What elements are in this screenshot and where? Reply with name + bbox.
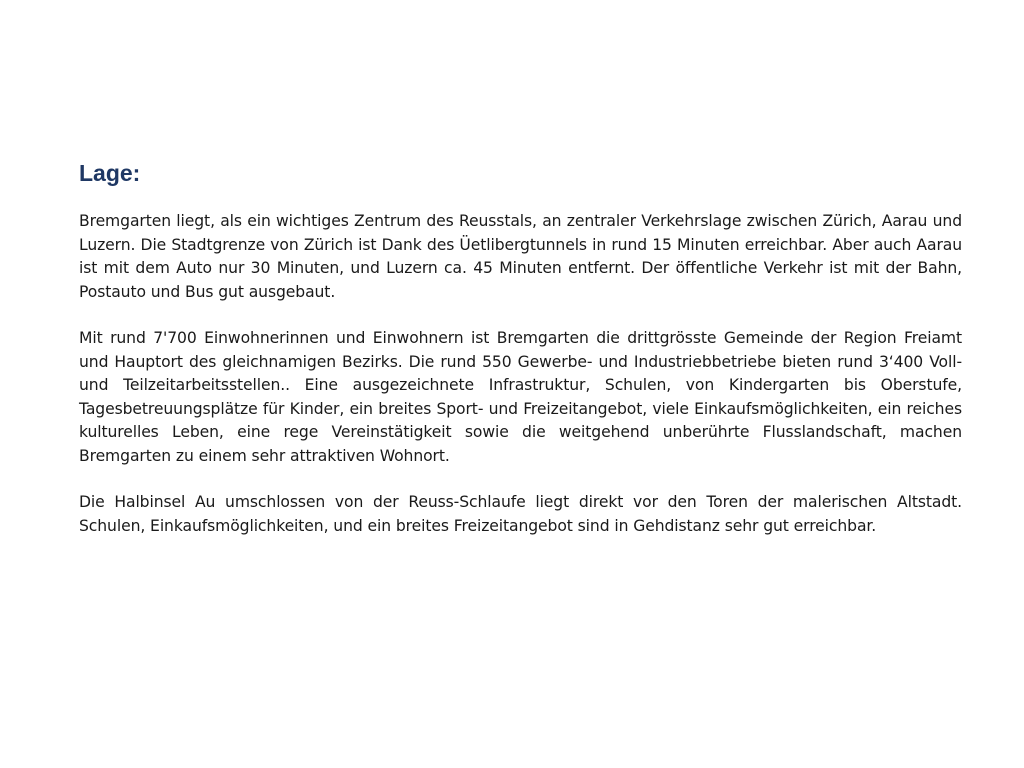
paragraph-location: Bremgarten liegt, als ein wichtiges Zentrum des Reusstals, an zentraler Verkehrslage zwischen Zürich, Aarau und Luzern. Die Stadtgrenze von Zürich ist Dank des Üetlibergtunnels in rund 15 Minuten erreichbar. Aber auch Aarau ist mit dem Auto nur 30 Minuten, und Luzern ca. 45 Minuten entfernt. Der öffentliche Verkehr ist mit der Bahn, Postauto und Bus gut ausgebaut. bbox=[79, 212, 962, 301]
section-heading: Lage: bbox=[79, 160, 141, 186]
paragraph-population: Mit rund 7'700 Einwohnerinnen und Einwohnern ist Bremgarten die drittgrösste Gemeinde der Region Freiamt und Hauptort des gleichnamigen Bezirks. Die rund 550 Gewerbe- und Industriebbetriebe bieten rund 3‘400 Voll- und Teilzeitarbeitsstellen.. Eine ausgezeichnete Infrastruktur, Schulen, von Kindergarten bis Oberstufe, Tagesbetreuungsplätze für Kinder, ein breites Sport- und Freizeitangebot, viele Einkaufsmöglichkeiten, ein reiches kulturelles Leben, eine rege Vereinstätigkeit sowie die weitgehend unberührte Flusslandschaft, machen Bremgarten zu einem sehr attraktiven Wohnort. bbox=[79, 329, 962, 465]
text-body bbox=[79, 158, 962, 561]
paragraph-peninsula: Die Halbinsel Au umschlossen von der Reuss-Schlaufe liegt direkt vor den Toren der malerischen Altstadt. Schulen, Einkaufsmöglichkeiten, und ein breites Freizeitangebot sind in Gehdistanz sehr gut erreichbar. bbox=[79, 493, 962, 535]
